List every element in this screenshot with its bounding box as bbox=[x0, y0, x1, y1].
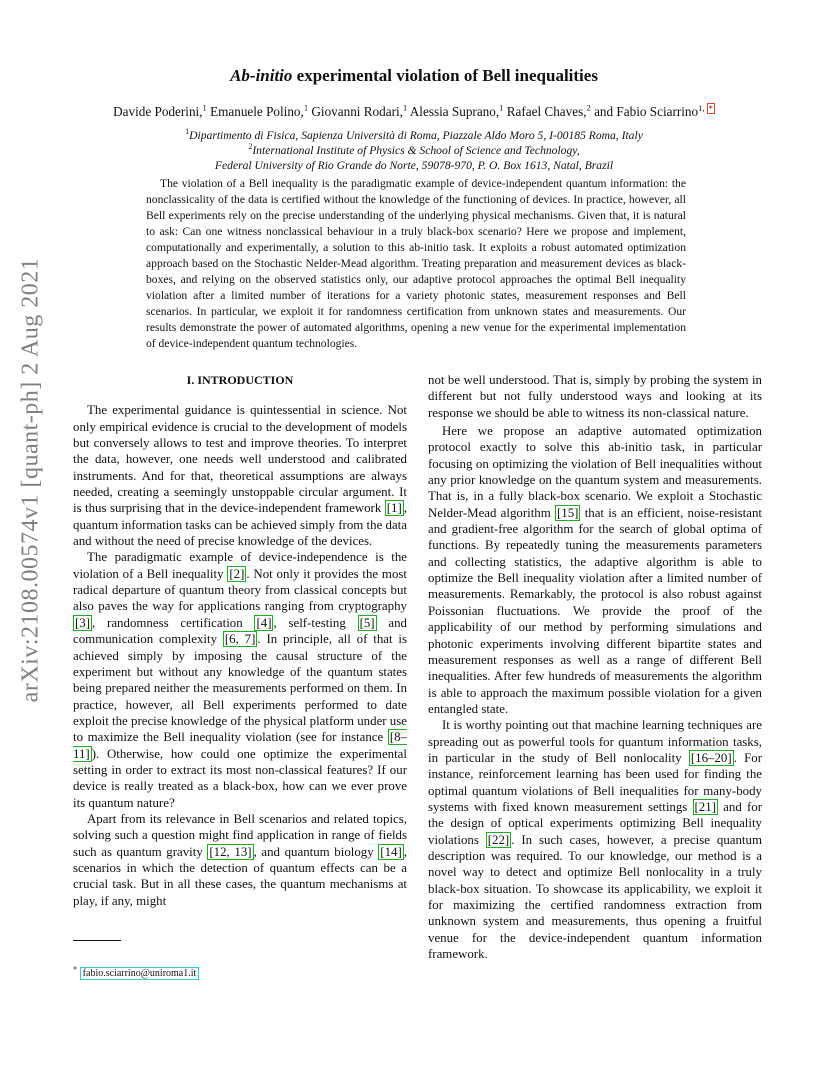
citation-link[interactable]: [14] bbox=[380, 844, 402, 859]
author-list bbox=[40, 103, 788, 120]
author: Davide Poderini,$^1$ bbox=[113, 103, 207, 120]
citation-link[interactable]: [5] bbox=[359, 615, 375, 630]
footnote bbox=[73, 965, 199, 979]
paragraph: The experimental guidance is quintessential in science. Not only empirical evidence is crucial to the development of models but conversely allows to test and improve theories. To interpret the data, however, one needs well understood and calibrated instruments. And for that, theoretical assumptions are always needed, creating a seemingly unstoppable circular argument. It is thus surprising that in the device-independent framework [1] , quantum information tasks can be achieved simply from the data and without the need of precise knowledge of the devices. bbox=[73, 403, 407, 549]
citation-link[interactable]: [4] bbox=[256, 615, 272, 630]
footnote-link[interactable]: * bbox=[708, 103, 713, 113]
citation-link[interactable]: [15] bbox=[557, 505, 579, 520]
paper-title bbox=[0, 66, 828, 86]
paragraph: The paradigmatic example of device-independence is the violation of a Bell inequality [2] . Not only it provides the most radical departure of quantum theory from classical concepts but also paves the way for applications ranging from cryptography [3] , randomness certification [4] , self-testing [5] and communication complexity [6, 7] . In principle, all of that is achieved simply by imposing the causal structure of the experiment but without any knowledge of the quantum states being prepared neither the measurements performed on them. In practice, however, all Bell experiments performed to date exploit the precise knowledge of the physical platform under use to maximize the Bell inequality violation (see for instance [8–11] ). Otherwise, how could one optimize the experimental setting in order to extract its most non-classical features? If our device is really treated as a black-box, how can we ever prove its quantum nature? bbox=[73, 550, 408, 810]
author: Alessia Suprano,$^1$ bbox=[409, 103, 504, 120]
citation-link[interactable]: [6, 7] bbox=[224, 632, 256, 647]
paragraph: Apart from its relevance in Bell scenarios and related topics, solving such a question might find application in range of fields such as quantum gravity [12, 13] , and quantum biology [14] , scenarios in which the detection of quantum effects can be a crucial task. But in all these cases, the quantum mechanisms at play, if any, might bbox=[73, 811, 407, 908]
arxiv-identifier: arXiv:2108.00574v1 [quant-ph] 2 Aug 2021 bbox=[17, 257, 44, 703]
author: Giovanni Rodari,$^1$ bbox=[311, 103, 408, 120]
footnote-marker: * bbox=[73, 965, 78, 974]
email-link[interactable]: fabio.sciarrino@uniroma1.it bbox=[80, 967, 200, 980]
abstract bbox=[146, 176, 686, 353]
citation-link[interactable]: [21] bbox=[694, 799, 716, 814]
citation-link[interactable]: [22] bbox=[487, 832, 510, 847]
section-heading: I. INTRODUCTION bbox=[186, 373, 294, 387]
citation-link[interactable]: [3] bbox=[75, 615, 91, 630]
right-column bbox=[428, 372, 762, 962]
footnote-divider bbox=[73, 940, 121, 941]
paragraph: Here we propose an adaptive automated optimization protocol exactly to solve this ab-initio task, in particular focusing on optimizing the violation of Bell inequalities without any prior knowledge on the quantum system and measurements. That is, in a fully black-box scenario. We exploit a Stochastic Nelder-Mead algorithm [15] that is an efficient, noise-resistant and gradient-free algorithm for the search of global optima of functions. By repeatedly tuning the measurements parameters and collecting statistics, the adaptive algorithm is able to optimize the Bell inequality violation after a limited number of measurements. Remarkably, the protocol is also robust against Poissonian fluctuations. We provide the proof of the applicability of our method by performing simulations and photonic experiments involving different bipartite states and measurement responses as well as a range of different Bell inequalities. After few hundreds of measurements the algorithm is able to approach the maximum possible violation for a given entangled state. bbox=[428, 424, 762, 716]
title-rest: experimental violation of Bell inequalities bbox=[292, 66, 598, 85]
citation-link[interactable]: [8–11] bbox=[73, 730, 407, 761]
affiliation: $^2$International Institute of Physics & School of Science and Technology, Federal University of Rio Grande do Norte, 59078-970, P. O. Box 1613, Natal, Brazil bbox=[214, 142, 614, 172]
left-column bbox=[73, 372, 407, 909]
citation-link[interactable]: [12, 13] bbox=[209, 844, 252, 859]
author: and Fabio Sciarrino$^{1, *}$ bbox=[594, 103, 713, 120]
citation-link[interactable]: [16–20] bbox=[690, 750, 732, 765]
citation-link[interactable]: [1] bbox=[386, 501, 402, 516]
author: Emanuele Polino,$^1$ bbox=[210, 103, 309, 120]
affiliation: $^1$Dipartimento di Fisica, Sapienza Università di Roma, Piazzale Aldo Moro 5, I-00185 Roma, Italy bbox=[185, 127, 643, 142]
paragraph: It is worthy pointing out that machine learning techniques are spreading out as powerful tools for quantum information tasks, in particular in the study of Bell nonlocality [16–20] . For instance, reinforcement learning has been used for finding the optimal quantum violations of Bell inequalities for many-body systems with fixed known measurement settings [21] and for the design of optical experiments optimizing Bell inequality violations [22] . In such cases, however, a precise quantum description was required. To our knowledge, our method is a novel way to detect and optimize Bell nonlocality in a truly black-box situation. To showcase its applicability, we exploit it for maximizing the certified randomness extraction from unknown system and measurements, thus opening a fruitful venue for the device-independent quantum information framework. bbox=[428, 718, 763, 962]
author: Rafael Chaves,$^2$ bbox=[506, 103, 591, 120]
arxiv-sidebar bbox=[8, 257, 54, 703]
title-italic: Ab-initio bbox=[230, 66, 293, 85]
citation-link[interactable]: [2] bbox=[229, 566, 245, 581]
paragraph: not be well understood. That is, simply by probing the system in different but not fully understood ways and looking at its response we should be able to witness its non-classical nature. bbox=[428, 373, 762, 420]
abstract-text: The violation of a Bell inequality is the paradigmatic example of device-independent quantum information: the nonclassicality of the data is certified without the knowledge of the functioning of devices. In practice, however, all Bell experiments rely on the precise understanding of the underlying physical mechanisms. Given that, it is natural to ask: Can one witness nonclassical behaviour in a truly black-box scenario? Here we propose and implement, computationally and experimentally, a solution to this ab-initio task. It exploits a robust automated optimization approach based on the Stochastic Nelder-Mead algorithm. Treating preparation and measurement devices as black-boxes, and relying on the observed statistics only, our adaptive protocol approaches the optimal Bell inequality violation after a limited number of iterations for a variety photonic states, measurement responses and Bell scenarios. In particular, we exploit it for randomness certification from unknown states and measurements. Our results demonstrate the power of automated algorithms, opening a new venue for the experimental implementation of device-independent quantum technologies. bbox=[146, 177, 686, 351]
